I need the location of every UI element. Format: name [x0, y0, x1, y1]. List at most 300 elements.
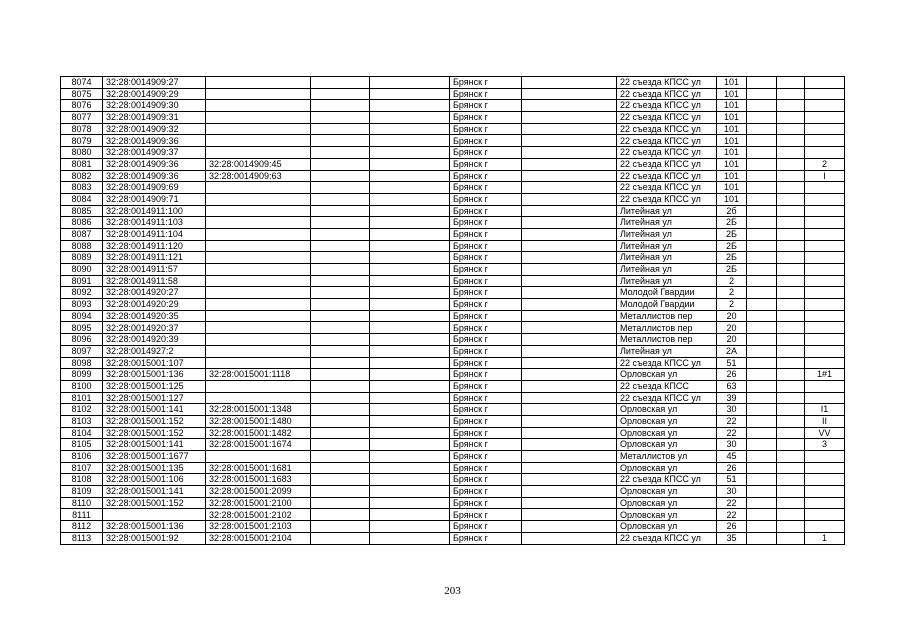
cell-col-4 — [311, 404, 370, 416]
cell-apartment — [805, 521, 845, 533]
cell-house-number: 101 — [717, 112, 747, 124]
cell-object-cadastral-number: 32:28:0015001:1480 — [206, 415, 311, 427]
table-row — [61, 474, 845, 486]
cell-col-10 — [747, 415, 777, 427]
cell-object-cadastral-number — [206, 287, 311, 299]
cell-city: Брянск г — [450, 451, 522, 463]
cell-cadastral-number: 32:28:0015001:107 — [103, 357, 206, 369]
cell-cadastral-number: 32:28:0015001:141 — [103, 486, 206, 498]
cell-cadastral-number: 32:28:0014911:120 — [103, 240, 206, 252]
cell-col-10 — [747, 77, 777, 89]
cell-col-4 — [311, 252, 370, 264]
cell-record-number: 8076 — [61, 100, 103, 112]
cell-object-cadastral-number: 32:28:0015001:1348 — [206, 404, 311, 416]
cell-record-number: 8081 — [61, 158, 103, 170]
cell-cadastral-number: 32:28:0014911:58 — [103, 275, 206, 287]
cell-cadastral-number: 32:28:0014909:36 — [103, 135, 206, 147]
cell-col-7 — [522, 228, 617, 240]
cell-object-cadastral-number — [206, 193, 311, 205]
cell-object-cadastral-number — [206, 217, 311, 229]
cell-col-4 — [311, 357, 370, 369]
cell-col-11 — [777, 380, 805, 392]
cell-col-5 — [370, 193, 450, 205]
cell-city: Брянск г — [450, 532, 522, 544]
cell-street: Литейная ул — [617, 240, 717, 252]
cell-col-4 — [311, 415, 370, 427]
cell-house-number: 51 — [717, 474, 747, 486]
cell-house-number: 2Б — [717, 252, 747, 264]
cell-cadastral-number: 32:28:0015001:135 — [103, 462, 206, 474]
cell-city: Брянск г — [450, 439, 522, 451]
cell-object-cadastral-number — [206, 147, 311, 159]
cell-cadastral-number: 32:28:0015001:1677 — [103, 451, 206, 463]
cell-cadastral-number: 32:28:0015001:92 — [103, 532, 206, 544]
cell-col-11 — [777, 264, 805, 276]
cell-street: Литейная ул — [617, 217, 717, 229]
cell-city: Брянск г — [450, 287, 522, 299]
cell-col-4 — [311, 182, 370, 194]
cell-city: Брянск г — [450, 193, 522, 205]
cell-col-7 — [522, 357, 617, 369]
cell-col-10 — [747, 287, 777, 299]
cell-house-number: 101 — [717, 182, 747, 194]
table-row — [61, 287, 845, 299]
cell-col-4 — [311, 474, 370, 486]
cell-col-7 — [522, 112, 617, 124]
cell-cadastral-number: 32:28:0014911:121 — [103, 252, 206, 264]
cell-apartment — [805, 322, 845, 334]
cell-cadastral-number: 32:28:0014911:57 — [103, 264, 206, 276]
cell-apartment — [805, 486, 845, 498]
cell-record-number: 8090 — [61, 264, 103, 276]
cell-house-number: 51 — [717, 357, 747, 369]
cell-apartment — [805, 77, 845, 89]
cell-cadastral-number: 32:28:0014909:31 — [103, 112, 206, 124]
cell-col-11 — [777, 392, 805, 404]
cell-apartment — [805, 217, 845, 229]
cell-record-number: 8104 — [61, 427, 103, 439]
cell-col-7 — [522, 334, 617, 346]
cell-col-7 — [522, 404, 617, 416]
cell-col-11 — [777, 228, 805, 240]
cell-object-cadastral-number: 32:28:0015001:2099 — [206, 486, 311, 498]
table-row — [61, 217, 845, 229]
cell-cadastral-number: 32:28:0014909:27 — [103, 77, 206, 89]
cell-record-number: 8102 — [61, 404, 103, 416]
cell-col-11 — [777, 100, 805, 112]
cell-city: Брянск г — [450, 404, 522, 416]
cell-house-number: 2А — [717, 345, 747, 357]
cell-col-7 — [522, 264, 617, 276]
cell-street: Металлистов пер — [617, 322, 717, 334]
cell-cadastral-number: 32:28:0015001:152 — [103, 427, 206, 439]
cell-object-cadastral-number — [206, 240, 311, 252]
cell-col-7 — [522, 77, 617, 89]
cell-col-4 — [311, 228, 370, 240]
cell-object-cadastral-number — [206, 228, 311, 240]
cell-street: 22 съезда КПСС ул — [617, 357, 717, 369]
cell-record-number: 8113 — [61, 532, 103, 544]
cell-city: Брянск г — [450, 334, 522, 346]
cell-col-11 — [777, 462, 805, 474]
cell-col-7 — [522, 158, 617, 170]
cell-city: Брянск г — [450, 345, 522, 357]
cell-cadastral-number: 32:28:0014909:36 — [103, 170, 206, 182]
cell-col-11 — [777, 451, 805, 463]
table-row — [61, 264, 845, 276]
cell-city: Брянск г — [450, 182, 522, 194]
cell-col-5 — [370, 369, 450, 381]
cell-col-11 — [777, 240, 805, 252]
cell-col-10 — [747, 369, 777, 381]
table-row — [61, 451, 845, 463]
cell-street: Металлистов ул — [617, 451, 717, 463]
cell-col-7 — [522, 123, 617, 135]
cell-house-number: 20 — [717, 334, 747, 346]
cell-col-4 — [311, 88, 370, 100]
cell-col-4 — [311, 532, 370, 544]
table-row — [61, 182, 845, 194]
cell-street: Орловская ул — [617, 486, 717, 498]
table-row — [61, 521, 845, 533]
cell-object-cadastral-number — [206, 310, 311, 322]
cell-col-7 — [522, 439, 617, 451]
cell-record-number: 8089 — [61, 252, 103, 264]
table-row — [61, 77, 845, 89]
cell-apartment — [805, 252, 845, 264]
cell-record-number: 8109 — [61, 486, 103, 498]
cell-apartment — [805, 299, 845, 311]
cell-house-number: 26 — [717, 462, 747, 474]
cell-city: Брянск г — [450, 392, 522, 404]
cell-col-10 — [747, 497, 777, 509]
cell-cadastral-number: 32:28:0014911:100 — [103, 205, 206, 217]
cell-record-number: 8095 — [61, 322, 103, 334]
cell-col-4 — [311, 427, 370, 439]
cell-col-11 — [777, 112, 805, 124]
cell-col-4 — [311, 240, 370, 252]
cell-city: Брянск г — [450, 322, 522, 334]
cell-col-4 — [311, 439, 370, 451]
cell-col-11 — [777, 77, 805, 89]
cell-col-4 — [311, 486, 370, 498]
cell-col-7 — [522, 310, 617, 322]
cell-cadastral-number: 32:28:0015001:136 — [103, 369, 206, 381]
cell-object-cadastral-number — [206, 322, 311, 334]
table-row — [61, 205, 845, 217]
cell-col-5 — [370, 205, 450, 217]
cell-object-cadastral-number: 32:28:0015001:1681 — [206, 462, 311, 474]
cell-city: Брянск г — [450, 228, 522, 240]
register-table — [60, 76, 845, 545]
cell-col-5 — [370, 357, 450, 369]
cell-cadastral-number: 32:28:0014909:36 — [103, 158, 206, 170]
cell-apartment — [805, 112, 845, 124]
cell-col-7 — [522, 205, 617, 217]
cell-col-7 — [522, 170, 617, 182]
cell-record-number: 8086 — [61, 217, 103, 229]
cell-col-10 — [747, 509, 777, 521]
cell-col-10 — [747, 532, 777, 544]
table-row — [61, 532, 845, 544]
cell-house-number: 2Б — [717, 217, 747, 229]
cell-cadastral-number: 32:28:0014909:37 — [103, 147, 206, 159]
cell-street: Орловская ул — [617, 521, 717, 533]
cell-col-5 — [370, 275, 450, 287]
cell-apartment: II — [805, 415, 845, 427]
cell-col-10 — [747, 264, 777, 276]
cell-record-number: 8111 — [61, 509, 103, 521]
cell-house-number: 39 — [717, 392, 747, 404]
cell-house-number: 101 — [717, 100, 747, 112]
cell-col-10 — [747, 123, 777, 135]
table-row — [61, 228, 845, 240]
cell-cadastral-number: 32:28:0014920:37 — [103, 322, 206, 334]
cell-object-cadastral-number — [206, 135, 311, 147]
table-row — [61, 427, 845, 439]
cell-house-number: 101 — [717, 135, 747, 147]
cell-col-10 — [747, 357, 777, 369]
cell-street: Литейная ул — [617, 345, 717, 357]
cell-apartment — [805, 287, 845, 299]
cell-col-10 — [747, 486, 777, 498]
cell-street: 22 съезда КПСС ул — [617, 100, 717, 112]
cell-city: Брянск г — [450, 415, 522, 427]
cell-col-7 — [522, 486, 617, 498]
cell-col-5 — [370, 392, 450, 404]
cell-house-number: 101 — [717, 88, 747, 100]
cell-col-7 — [522, 193, 617, 205]
cell-col-5 — [370, 439, 450, 451]
cell-house-number: 30 — [717, 486, 747, 498]
cell-house-number: 101 — [717, 147, 747, 159]
cell-col-4 — [311, 100, 370, 112]
cell-city: Брянск г — [450, 252, 522, 264]
cell-street: Орловская ул — [617, 404, 717, 416]
cell-col-10 — [747, 345, 777, 357]
cell-cadastral-number: 32:28:0014909:30 — [103, 100, 206, 112]
cell-record-number: 8112 — [61, 521, 103, 533]
cell-col-5 — [370, 474, 450, 486]
cell-city: Брянск г — [450, 205, 522, 217]
cell-col-4 — [311, 462, 370, 474]
table-row — [61, 170, 845, 182]
cell-col-10 — [747, 474, 777, 486]
cell-object-cadastral-number: 32:28:0015001:1118 — [206, 369, 311, 381]
table-row — [61, 158, 845, 170]
cell-object-cadastral-number — [206, 123, 311, 135]
cell-city: Брянск г — [450, 147, 522, 159]
cell-street: Орловская ул — [617, 462, 717, 474]
table-row — [61, 100, 845, 112]
cell-col-4 — [311, 158, 370, 170]
cell-record-number: 8085 — [61, 205, 103, 217]
cell-object-cadastral-number — [206, 275, 311, 287]
cell-record-number: 8108 — [61, 474, 103, 486]
cell-house-number: 20 — [717, 310, 747, 322]
cell-record-number: 8091 — [61, 275, 103, 287]
cell-record-number: 8096 — [61, 334, 103, 346]
cell-col-10 — [747, 404, 777, 416]
cell-apartment: VV — [805, 427, 845, 439]
cell-cadastral-number: 32:28:0014920:39 — [103, 334, 206, 346]
cell-record-number: 8100 — [61, 380, 103, 392]
cell-col-5 — [370, 123, 450, 135]
cell-object-cadastral-number: 32:28:0015001:1683 — [206, 474, 311, 486]
cell-street: Орловская ул — [617, 369, 717, 381]
cell-col-11 — [777, 170, 805, 182]
cell-apartment — [805, 193, 845, 205]
cell-col-11 — [777, 357, 805, 369]
table-row — [61, 240, 845, 252]
cell-apartment — [805, 228, 845, 240]
cell-col-10 — [747, 205, 777, 217]
cell-col-5 — [370, 287, 450, 299]
cell-apartment — [805, 240, 845, 252]
cell-street: Металлистов пер — [617, 310, 717, 322]
cell-col-4 — [311, 310, 370, 322]
cell-cadastral-number: 32:28:0015001:152 — [103, 497, 206, 509]
cell-city: Брянск г — [450, 310, 522, 322]
cell-col-5 — [370, 135, 450, 147]
cell-street: Литейная ул — [617, 275, 717, 287]
cell-col-7 — [522, 369, 617, 381]
cell-city: Брянск г — [450, 264, 522, 276]
cell-col-11 — [777, 334, 805, 346]
cell-col-5 — [370, 240, 450, 252]
cell-col-4 — [311, 264, 370, 276]
cell-city: Брянск г — [450, 369, 522, 381]
table-row — [61, 252, 845, 264]
cell-cadastral-number: 32:28:0015001:125 — [103, 380, 206, 392]
cell-apartment: I — [805, 170, 845, 182]
cell-cadastral-number: 32:28:0014927:2 — [103, 345, 206, 357]
cell-city: Брянск г — [450, 509, 522, 521]
cell-col-7 — [522, 287, 617, 299]
cell-col-11 — [777, 205, 805, 217]
cell-col-4 — [311, 123, 370, 135]
cell-cadastral-number: 32:28:0014911:104 — [103, 228, 206, 240]
cell-cadastral-number — [103, 509, 206, 521]
cell-col-11 — [777, 404, 805, 416]
cell-cadastral-number: 32:28:0014909:29 — [103, 88, 206, 100]
cell-cadastral-number: 32:28:0014909:32 — [103, 123, 206, 135]
table-row — [61, 415, 845, 427]
cell-col-5 — [370, 532, 450, 544]
table-row — [61, 135, 845, 147]
cell-city: Брянск г — [450, 275, 522, 287]
cell-col-5 — [370, 404, 450, 416]
cell-cadastral-number: 32:28:0014909:69 — [103, 182, 206, 194]
cell-object-cadastral-number — [206, 451, 311, 463]
cell-col-5 — [370, 112, 450, 124]
cell-street: 22 съезда КПСС ул — [617, 147, 717, 159]
cell-col-4 — [311, 380, 370, 392]
cell-col-4 — [311, 369, 370, 381]
cell-street: Молодой Гвардии — [617, 299, 717, 311]
cell-object-cadastral-number — [206, 264, 311, 276]
cell-object-cadastral-number — [206, 392, 311, 404]
cell-object-cadastral-number — [206, 77, 311, 89]
cell-house-number: 30 — [717, 439, 747, 451]
cell-apartment — [805, 497, 845, 509]
cell-col-11 — [777, 217, 805, 229]
cell-col-11 — [777, 322, 805, 334]
cell-house-number: 101 — [717, 123, 747, 135]
cell-col-5 — [370, 170, 450, 182]
cell-house-number: 30 — [717, 404, 747, 416]
table-row — [61, 486, 845, 498]
cell-col-5 — [370, 182, 450, 194]
cell-col-11 — [777, 310, 805, 322]
cell-col-11 — [777, 532, 805, 544]
cell-apartment — [805, 334, 845, 346]
cell-street: Молодой Гвардии — [617, 287, 717, 299]
table-row — [61, 497, 845, 509]
cell-col-11 — [777, 439, 805, 451]
cell-col-5 — [370, 497, 450, 509]
cell-record-number: 8107 — [61, 462, 103, 474]
cell-apartment: 1#1 — [805, 369, 845, 381]
cell-col-11 — [777, 182, 805, 194]
table-row — [61, 439, 845, 451]
cell-col-4 — [311, 170, 370, 182]
cell-record-number: 8093 — [61, 299, 103, 311]
cell-col-11 — [777, 158, 805, 170]
cell-record-number: 8075 — [61, 88, 103, 100]
cell-col-4 — [311, 334, 370, 346]
table-row — [61, 275, 845, 287]
cell-col-10 — [747, 521, 777, 533]
cell-col-7 — [522, 345, 617, 357]
cell-city: Брянск г — [450, 474, 522, 486]
cell-col-5 — [370, 322, 450, 334]
cell-col-10 — [747, 334, 777, 346]
cell-col-5 — [370, 252, 450, 264]
cell-col-4 — [311, 322, 370, 334]
cell-col-11 — [777, 497, 805, 509]
cell-object-cadastral-number: 32:28:0015001:1482 — [206, 427, 311, 439]
cell-city: Брянск г — [450, 77, 522, 89]
cell-col-7 — [522, 322, 617, 334]
cell-house-number: 2Б — [717, 264, 747, 276]
cell-apartment — [805, 88, 845, 100]
cell-street: Орловская ул — [617, 415, 717, 427]
cell-col-7 — [522, 521, 617, 533]
cell-record-number: 8097 — [61, 345, 103, 357]
cell-col-4 — [311, 392, 370, 404]
cell-city: Брянск г — [450, 497, 522, 509]
cell-apartment: I1 — [805, 404, 845, 416]
cell-col-7 — [522, 474, 617, 486]
cell-col-7 — [522, 240, 617, 252]
cell-col-5 — [370, 451, 450, 463]
table-row — [61, 380, 845, 392]
cell-apartment: 1 — [805, 532, 845, 544]
cell-col-5 — [370, 147, 450, 159]
cell-house-number: 26 — [717, 521, 747, 533]
cell-col-10 — [747, 182, 777, 194]
cell-street: Орловская ул — [617, 497, 717, 509]
table-row — [61, 334, 845, 346]
cell-apartment — [805, 264, 845, 276]
cell-record-number: 8105 — [61, 439, 103, 451]
cell-record-number: 8087 — [61, 228, 103, 240]
cell-col-11 — [777, 521, 805, 533]
cell-col-5 — [370, 521, 450, 533]
cell-object-cadastral-number — [206, 357, 311, 369]
cell-col-7 — [522, 451, 617, 463]
